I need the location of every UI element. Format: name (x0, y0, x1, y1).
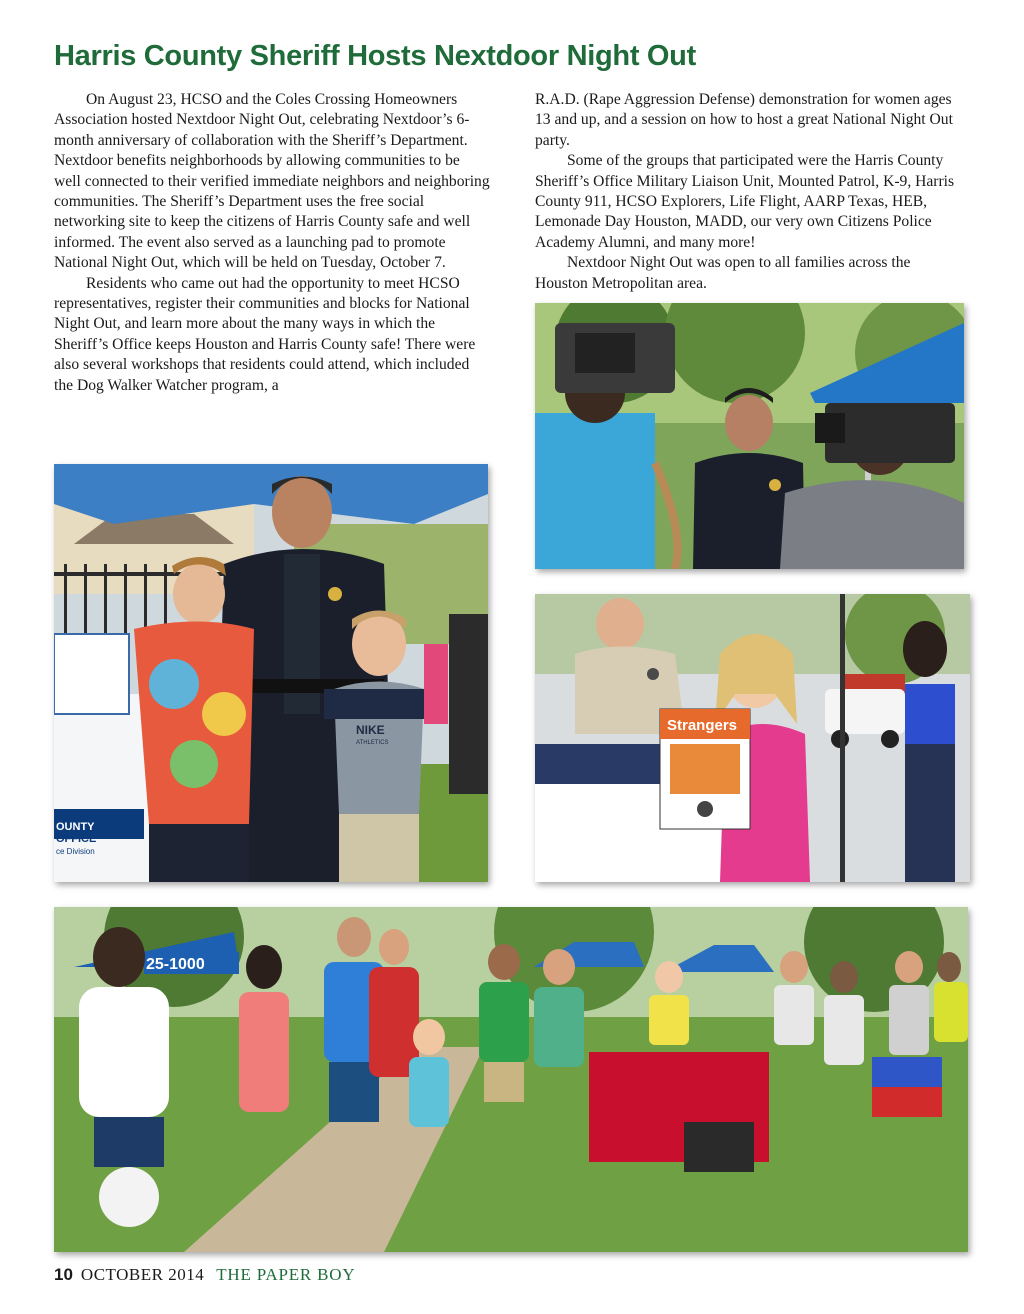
sign-text-line: OUNTY (56, 821, 95, 833)
article-paragraph: Nextdoor Night Out was open to all families across the Houston Metropolitan area. (535, 254, 911, 292)
article-paragraph: On August 23, HCSO and the Coles Crossing Homeowners Association hosted Nextdoor Night Out, celebrating Nextdoor’s 6-month anniversary of collaboration with the Sheriff’s Department. Nextdoor benefits neighborhoods by allowing communities to be well connected to their verified immediate neighbors and neighboring communities. The Sheriff’s Department uses the free social networking site to keep the citizens of Harris County safe and well informed. The event also served as a launching pad to promote National Night Out, which will be held on Tuesday, October 7. (54, 91, 490, 272)
article-column-right (535, 90, 967, 294)
photo-crowd (54, 907, 968, 1252)
shirt-text: NIKE (356, 723, 385, 737)
article-headline: Harris County Sheriff Hosts Nextdoor Night Out (54, 40, 696, 72)
booklet-title: Strangers (667, 717, 738, 734)
photo-sheriff-with-boys (54, 464, 488, 882)
tent-text: 25-1000 (146, 956, 205, 973)
page-footer (54, 1265, 355, 1289)
photo-tv-interview (535, 303, 964, 569)
svg-text:OFFICE: OFFICE (56, 833, 97, 845)
issue-date: OCTOBER 2014 (80, 1265, 205, 1284)
page-number: 10 (54, 1265, 73, 1284)
shirt-subtext: ATHLETICS (356, 740, 389, 746)
photo-girl-with-booklet (535, 594, 970, 882)
article-paragraph: R.A.D. (Rape Aggression Defense) demonstration for women ages 13 and up, and a session on how to host a great National Night Out party. (535, 91, 953, 149)
svg-text:ce Division: ce Division (56, 847, 95, 856)
magazine-name: THE PAPER BOY (216, 1265, 356, 1284)
article-paragraph: Some of the groups that participated were the Harris County Sheriff’s Office Military Liaison Unit, Mounted Patrol, K-9, Harris County 911, HCSO Explorers, Life Flight, AARP Texas, HEB, Lemonade Day Houston, MADD, our very own Citizens Police Academy Alumni, and many more! (535, 152, 955, 251)
article-column-left (54, 90, 490, 396)
article-paragraph: Residents who came out had the opportunity to meet HCSO representatives, register their communities and blocks for National Night Out, and learn more about the many ways in which the Sheriff’s Office keeps Houston and Harris County safe! There were also several workshops that residents could attend, which included the Dog Walker Watcher program, a (54, 274, 476, 394)
